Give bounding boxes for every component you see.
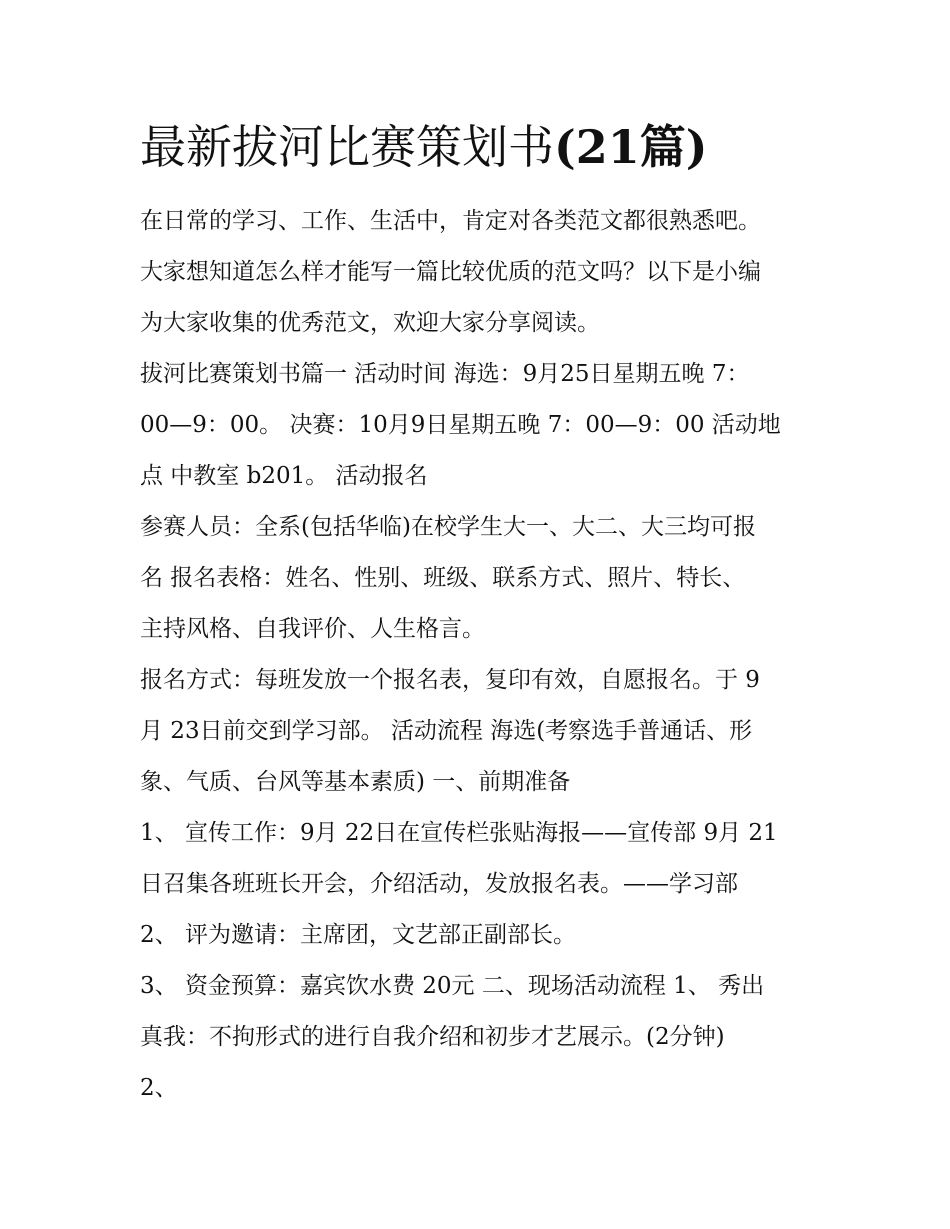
body-line: 2、: [140, 1075, 178, 1101]
title-text: 最新拔河比赛策划书: [140, 120, 554, 174]
body-line: 00—9：00。 决赛：10月9日星期五晚 7：00—9：00 活动地: [140, 412, 781, 438]
body-line: 1、 宣传工作：9月 22日在宣传栏张贴海报——宣传部 9月 21: [140, 820, 778, 846]
body-line: 主持风格、自我评价、人生格言。: [140, 616, 485, 642]
document-body: [140, 196, 820, 1114]
title-count: (21篇): [554, 120, 708, 174]
body-line: 真我：不拘形式的进行自我介绍和初步才艺展示。(2分钟): [140, 1024, 725, 1050]
body-line: 2、 评为邀请：主席团，文艺部正副部长。: [140, 922, 576, 948]
body-line: 象、气质、台风等基本素质) 一、前期准备: [140, 769, 571, 795]
body-line: 大家想知道怎么样才能写一篇比较优质的范文吗？以下是小编: [140, 259, 761, 285]
body-line: 为大家收集的优秀范文，欢迎大家分享阅读。: [140, 310, 600, 336]
body-line: 3、 资金预算：嘉宾饮水费 20元 二、现场活动流程 1、 秀出: [140, 973, 765, 999]
body-line: 日召集各班班长开会，介绍活动，发放报名表。——学习部: [140, 871, 738, 897]
body-line: 月 23日前交到学习部。 活动流程 海选(考察选手普通话、形: [140, 718, 753, 744]
body-line: 参赛人员：全系(包括华临)在校学生大一、大二、大三均可报: [140, 514, 756, 540]
body-line: 拔河比赛策划书篇一 活动时间 海选：9月25日星期五晚 7：: [140, 361, 750, 387]
document-title: [140, 114, 708, 180]
body-line: 名 报名表格：姓名、性别、班级、联系方式、照片、特长、: [140, 565, 746, 591]
body-line: 点 中教室 b201。 活动报名: [140, 463, 428, 489]
body-line: 在日常的学习、工作、生活中，肯定对各类范文都很熟悉吧。: [140, 208, 761, 234]
body-line: 报名方式：每班发放一个报名表，复印有效，自愿报名。于 9: [140, 667, 760, 693]
